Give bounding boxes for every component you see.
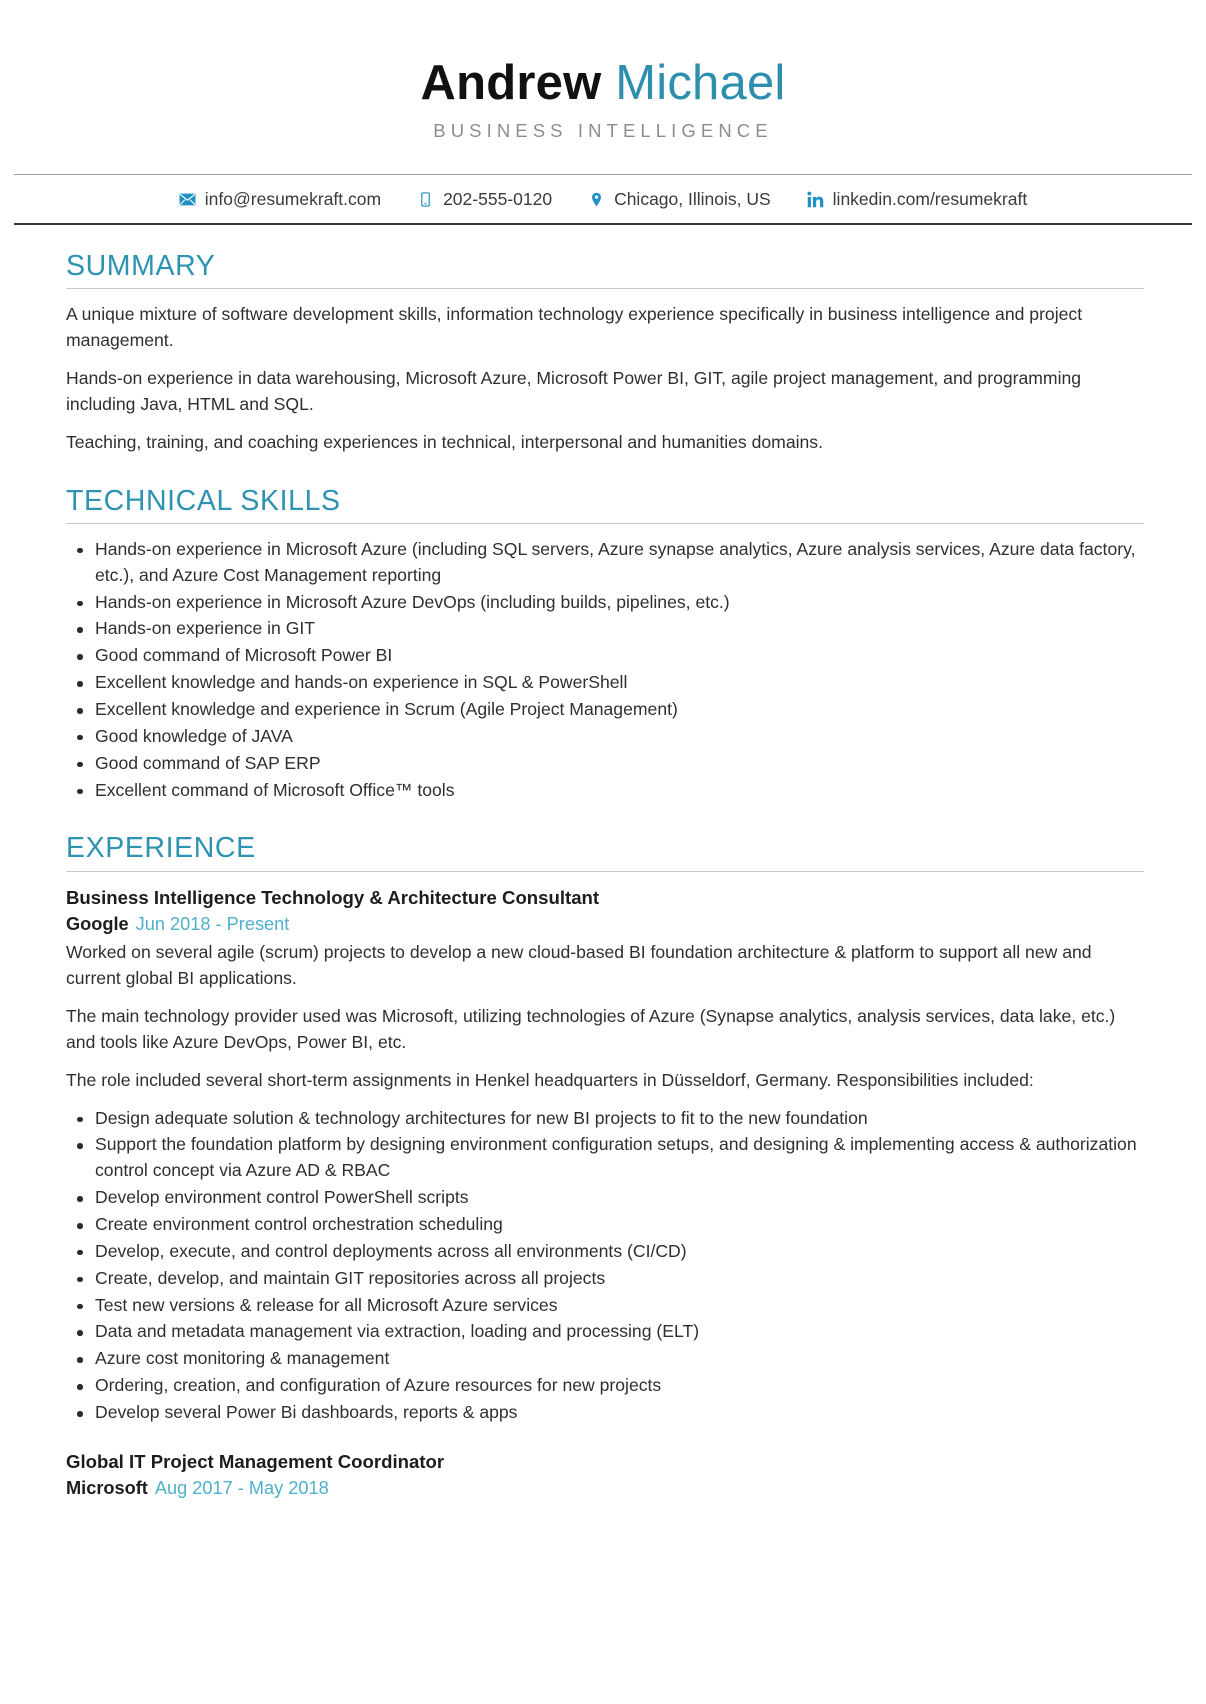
list-item: Good knowledge of JAVA [66,724,1144,750]
technical-skills-list [66,537,1144,804]
contact-bar [0,175,1206,223]
job-title: Business Intelligence Technology & Architecture Consultant [66,886,600,908]
phone-icon [417,191,434,208]
experience-heading-rule [66,871,1144,872]
contact-linkedin-text: linkedin.com/resumekraft [832,188,1028,209]
list-item: Excellent knowledge and experience in Scrum (Agile Project Management) [66,697,1144,723]
experience-heading: EXPERIENCE [66,832,256,865]
resume-header [0,0,1206,164]
summary-paragraph: A unique mixture of software development skills, information technology experience specifically in business intelligence and project management. [66,304,1083,351]
section-technical-skills [66,486,1144,804]
envelope-icon [179,191,196,208]
job-meta [66,1476,1144,1501]
experience-job [66,1449,1144,1502]
technical-skills-heading-rule [66,523,1144,524]
job-company: Google [66,913,129,934]
candidate-name [0,56,1206,111]
job-responsibilities-list [66,1106,1144,1426]
list-item: Design adequate solution & technology architectures for new BI projects to fit to the new foundation [66,1106,1144,1132]
job-gap-spacer [66,1427,1144,1449]
summary-paragraph: Teaching, training, and coaching experiences in technical, interpersonal and humanities domains. [66,431,823,452]
technical-skills-heading: TECHNICAL SKILLS [66,484,341,517]
list-item: Azure cost monitoring & management [66,1346,1144,1372]
job-paragraph: Worked on several agile (scrum) projects to develop a new cloud-based BI foundation architecture & platform to support all new and current global BI applications. [66,942,1092,989]
list-item: Good command of Microsoft Power BI [66,643,1144,669]
contact-phone-text: 202-555-0120 [443,188,553,209]
first-name: Andrew [420,56,602,110]
section-experience [66,833,1144,1501]
last-name: Michael [615,56,786,110]
list-item: Develop, execute, and control deployments across all environments (CI/CD) [66,1239,1144,1265]
contact-item-location[interactable] [588,189,771,210]
list-item: Hands-on experience in Microsoft Azure (including SQL servers, Azure synapse analytics, Azure analysis services, Azure data factory, etc.), and Azure Cost Management reporting [66,537,1144,589]
job-meta [66,912,1144,937]
summary-paragraph: Hands-on experience in data warehousing, Microsoft Azure, Microsoft Power BI, GIT, agile project management, and programming including Java, HTML and SQL. [66,367,1082,414]
linkedin-icon [807,191,824,208]
contact-item-phone[interactable] [417,189,552,210]
contact-email-text: info@resumekraft.com [204,188,382,209]
list-item: Develop environment control PowerShell scripts [66,1185,1144,1211]
list-item: Develop several Power Bi dashboards, reports & apps [66,1400,1144,1426]
list-item: Create, develop, and maintain GIT repositories across all projects [66,1266,1144,1292]
list-item: Data and metadata management via extraction, loading and processing (ELT) [66,1319,1144,1345]
location-pin-icon [588,191,605,208]
job-company: Microsoft [66,1477,148,1498]
resume-content [0,225,1206,1502]
summary-heading-rule [66,288,1144,289]
job-paragraph: The main technology provider used was Microsoft, utilizing technologies of Azure (Synapse analytics, analysis services, data lake, etc.) and tools like Azure DevOps, Power BI, etc. [66,1006,1116,1052]
list-item: Good command of SAP ERP [66,751,1144,777]
job-dates: Aug 2017 - May 2018 [154,1477,329,1498]
summary-heading: SUMMARY [66,249,216,282]
experience-job [66,885,1144,1426]
contact-item-linkedin[interactable] [807,189,1028,210]
list-item: Ordering, creation, and configuration of Azure resources for new projects [66,1373,1144,1399]
list-item: Test new versions & release for all Microsoft Azure services [66,1293,1144,1319]
section-summary [66,251,1144,456]
contact-location-text: Chicago, Illinois, US [614,188,771,209]
list-item: Hands-on experience in GIT [66,616,1144,642]
job-dates: Jun 2018 - Present [135,913,290,934]
list-item: Hands-on experience in Microsoft Azure DevOps (including builds, pipelines, etc.) [66,590,1144,616]
list-item: Excellent command of Microsoft Office™ tools [66,778,1144,804]
list-item: Support the foundation platform by designing environment configuration setups, and designing & implementing access & authorization control concept via Azure AD & RBAC [66,1132,1144,1184]
list-item: Excellent knowledge and hands-on experience in SQL & PowerShell [66,670,1144,696]
candidate-title: BUSINESS INTELLIGENCE [433,119,773,141]
contact-item-email[interactable] [179,189,381,210]
job-title: Global IT Project Management Coordinator [66,1450,445,1472]
list-item: Create environment control orchestration scheduling [66,1212,1144,1238]
job-paragraph: The role included several short-term assignments in Henkel headquarters in Düsseldorf, Germany. Responsibilities included: [66,1069,1034,1090]
